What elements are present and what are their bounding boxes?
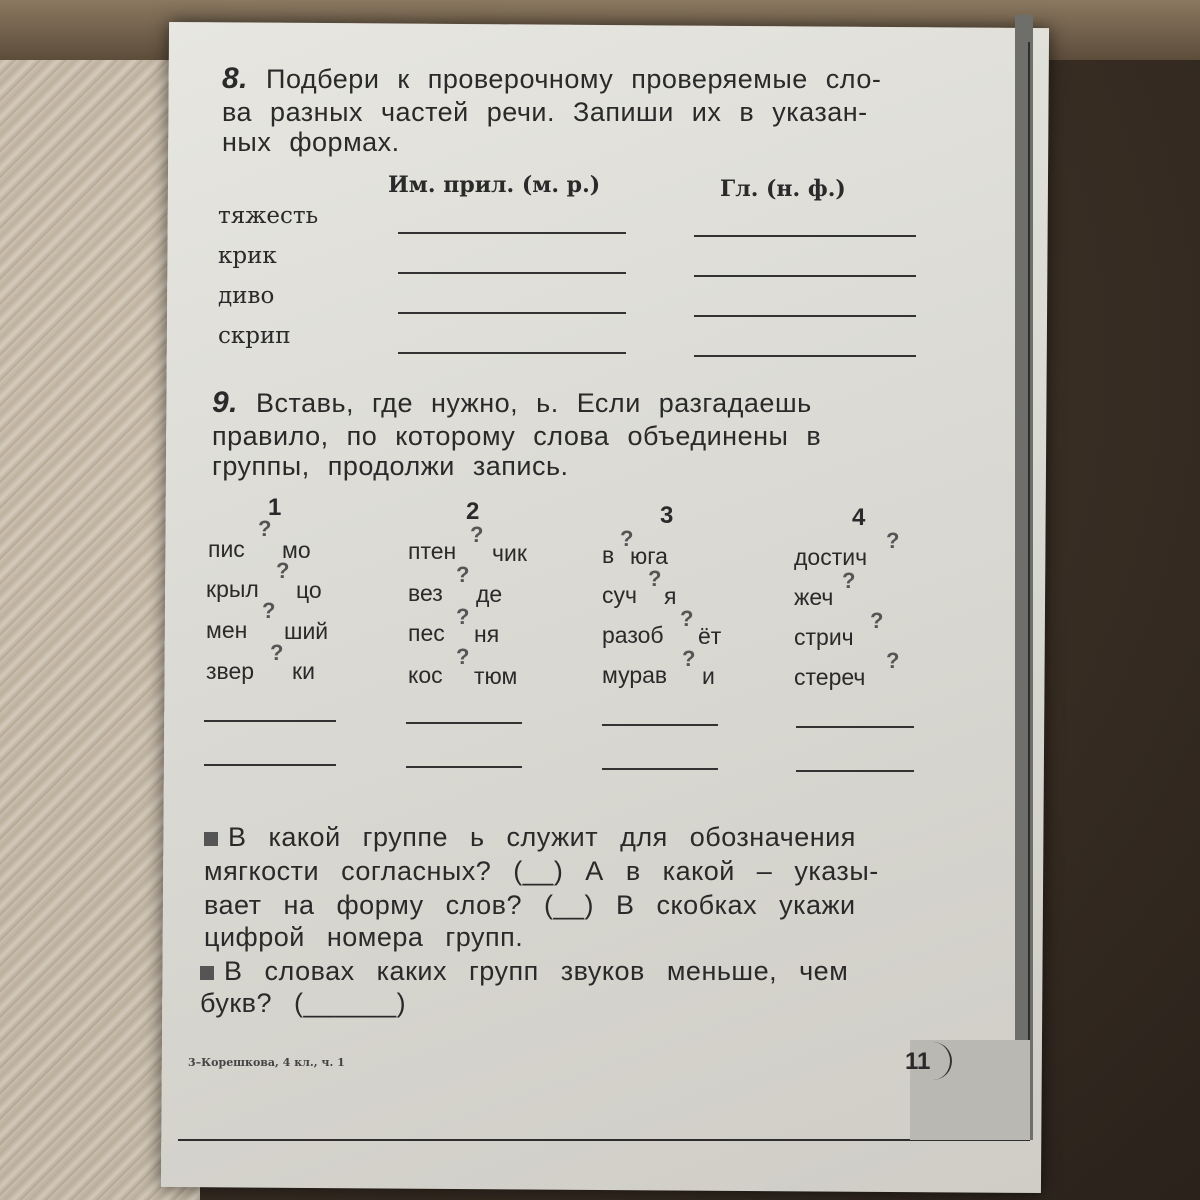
word-part: тюм [474, 663, 518, 689]
question-mark[interactable]: ? [648, 566, 662, 591]
word-part: суч [602, 582, 637, 608]
page-number: 11 [905, 1048, 931, 1075]
word-part: птен [408, 538, 457, 564]
word-part: и [702, 663, 715, 689]
question-2-line1 [200, 954, 848, 988]
task8-line1 [222, 62, 881, 96]
answer-blank[interactable] [694, 315, 916, 317]
task9-number: 9. [212, 386, 239, 419]
word-skrip: скрип [218, 323, 291, 349]
word-part: стереч [794, 664, 866, 690]
answer-blank[interactable] [796, 770, 914, 772]
task9-text-1: Вставь, где нужно, ь. Если разгадаешь [256, 388, 812, 418]
word-part: разоб [602, 622, 664, 648]
footer-note: 3–Корешкова, 4 кл., ч. 1 [188, 1056, 345, 1069]
word-part: юга [630, 543, 668, 569]
question-mark[interactable]: ? [680, 606, 694, 631]
answer-blank[interactable] [602, 768, 718, 770]
word-part: де [476, 581, 503, 607]
word-part: мо [282, 537, 311, 563]
question-1-line3: вает на форму слов? (__) В скобках укажи [204, 890, 856, 920]
question-mark[interactable]: ? [456, 644, 470, 669]
word-part: вез [408, 580, 443, 606]
question-mark[interactable]: ? [262, 598, 276, 623]
answer-blank[interactable] [602, 724, 718, 726]
task9-line3: группы, продолжи запись. [212, 451, 569, 481]
answer-blank[interactable] [694, 355, 916, 357]
question-mark[interactable]: ? [886, 528, 900, 553]
word-part: ки [292, 658, 315, 684]
group-4-number: 4 [852, 504, 866, 531]
question-1-text: В какой группе ь служит для обозначения [228, 822, 856, 852]
group-2-number: 2 [466, 498, 480, 525]
word-part: пис [208, 536, 245, 562]
task9-line2: правило, по которому слова объединены в [212, 421, 822, 451]
answer-blank[interactable] [398, 312, 626, 314]
word-part: чик [492, 540, 527, 566]
question-2-line2: букв? (______) [200, 988, 407, 1018]
answer-blank[interactable] [204, 720, 336, 722]
answer-blank[interactable] [694, 275, 916, 277]
question-1-line2: мягкости согласных? (__) А в какой – указы- [204, 856, 879, 886]
word-part: кос [408, 662, 443, 688]
answer-blank[interactable] [204, 764, 336, 766]
question-mark[interactable]: ? [258, 516, 272, 541]
question-mark[interactable]: ? [470, 522, 484, 547]
word-divo: диво [218, 283, 275, 309]
question-2-text: В словах каких групп звуков меньше, чем [224, 956, 849, 986]
page-number-arc [930, 1042, 952, 1080]
answer-blank[interactable] [694, 235, 916, 237]
task8-text-1: Подбери к проверочному проверяемые сло- [266, 64, 882, 94]
word-part: крыл [206, 576, 259, 602]
task8-line2: ва разных частей речи. Запиши их в указан- [222, 97, 868, 127]
word-part: стрич [794, 624, 854, 650]
answer-blank[interactable] [406, 722, 522, 724]
word-part: мурав [602, 662, 668, 688]
answer-blank[interactable] [398, 232, 626, 234]
word-part: звер [206, 658, 255, 684]
word-part: мен [206, 617, 248, 643]
task8-number: 8. [222, 62, 249, 95]
answer-blank[interactable] [398, 272, 626, 274]
group-3-number: 3 [660, 502, 674, 529]
question-1-line4: цифрой номера групп. [204, 922, 524, 952]
question-mark[interactable]: ? [886, 648, 900, 673]
column-header-verb: Гл. (н. ф.) [720, 176, 846, 202]
task9-line1 [212, 386, 812, 420]
question-1-line1 [204, 820, 856, 854]
bullet-square-icon [200, 966, 214, 980]
word-part: я [664, 583, 677, 609]
group-1-number: 1 [268, 494, 282, 521]
word-part: ёт [698, 623, 722, 649]
answer-blank[interactable] [406, 766, 522, 768]
question-mark[interactable]: ? [270, 640, 284, 665]
word-part: жеч [794, 584, 834, 610]
task8-line3: ных формах. [222, 127, 400, 157]
question-mark[interactable]: ? [620, 526, 634, 551]
question-mark[interactable]: ? [276, 558, 290, 583]
word-part: цо [296, 577, 322, 603]
answer-blank[interactable] [796, 726, 914, 728]
question-mark[interactable]: ? [842, 568, 856, 593]
word-part: ший [284, 618, 329, 644]
word-part: ня [474, 621, 500, 647]
word-part: пес [408, 620, 445, 646]
answer-blank[interactable] [398, 352, 626, 354]
question-mark[interactable]: ? [870, 608, 884, 633]
bullet-square-icon [204, 832, 218, 846]
question-mark[interactable]: ? [456, 562, 470, 587]
word-part: достич [794, 544, 868, 570]
column-header-adjective: Им. прил. (м. р.) [388, 172, 601, 198]
word-tyazhest: тяжесть [218, 203, 319, 229]
word-part: в [602, 542, 615, 568]
question-mark[interactable]: ? [456, 604, 470, 629]
word-krik: крик [218, 243, 277, 269]
question-mark[interactable]: ? [682, 646, 696, 671]
